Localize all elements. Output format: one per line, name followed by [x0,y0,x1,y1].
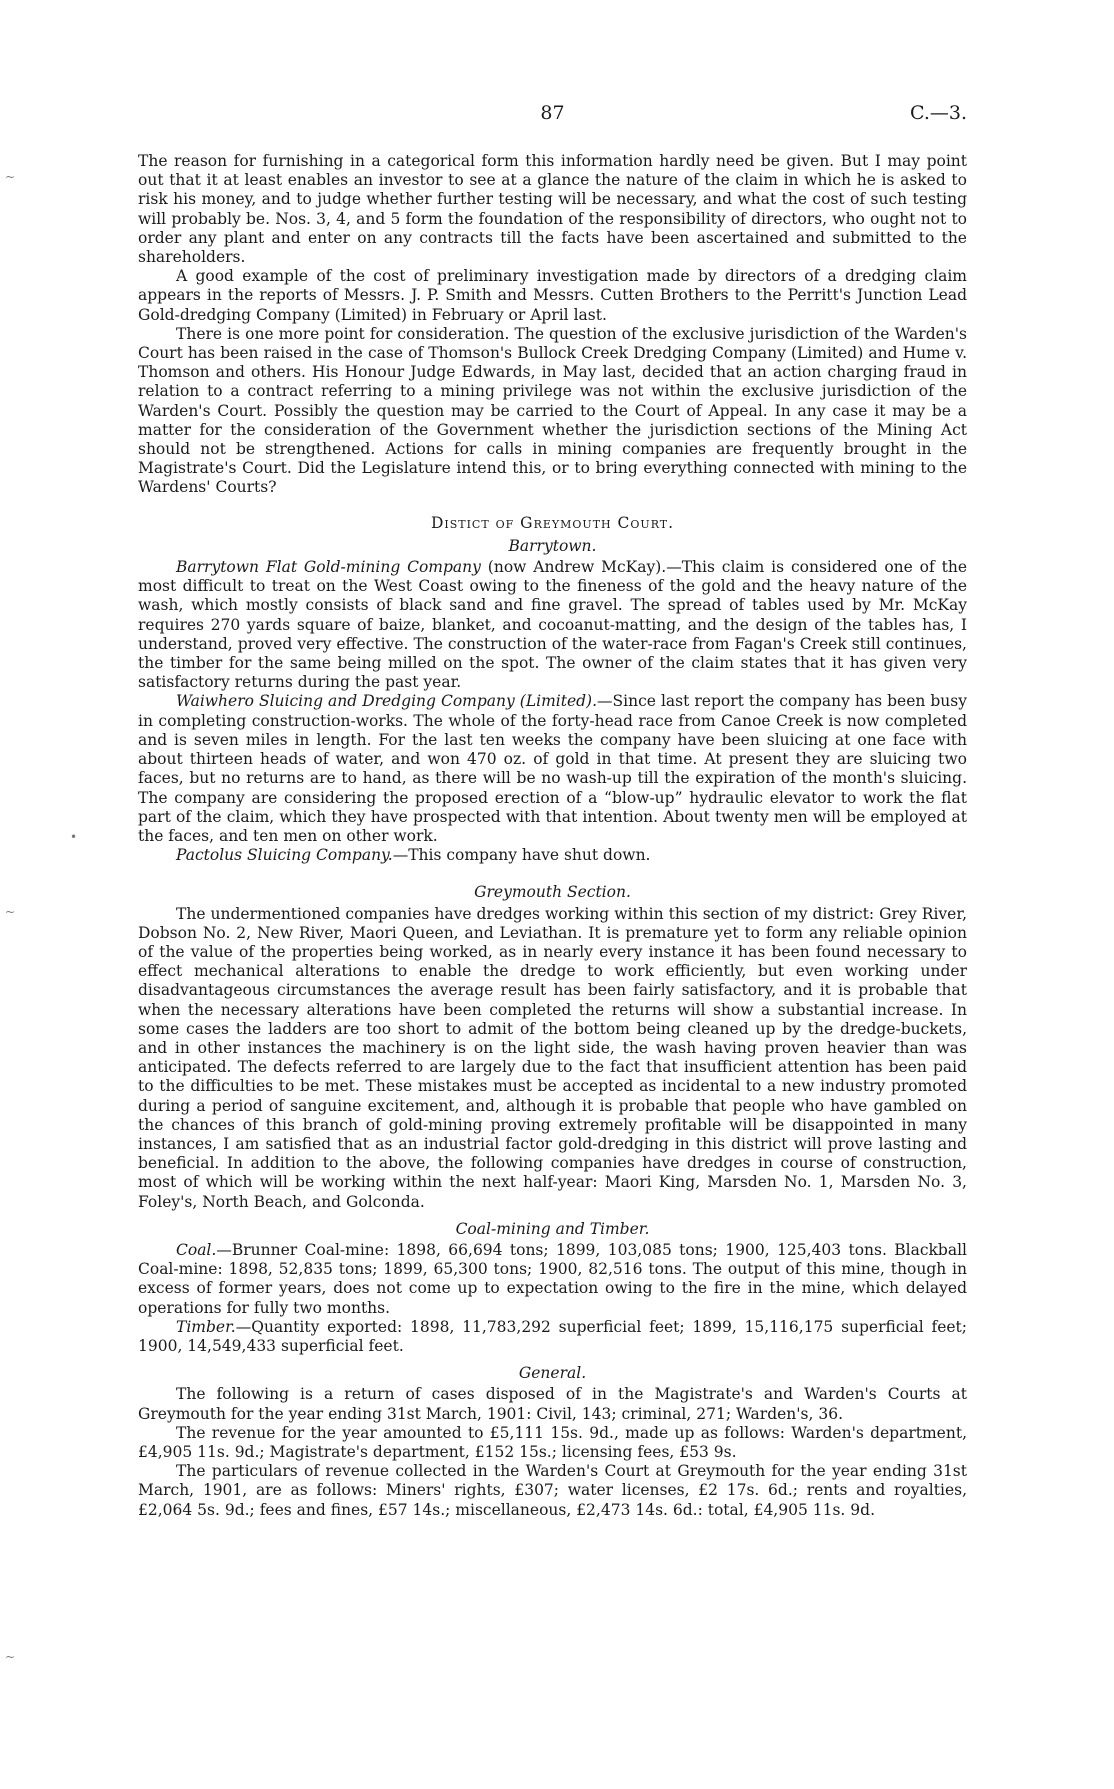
margin-bullet: • [70,830,78,844]
margin-mark: ~ [5,905,16,919]
greymouth-paragraph: The undermentioned companies have dredges working within this section of my district: Grey River, Dobson No. 2, New River, Maori Queen, and Leviathan. It is premature yet to form any reliable opinion of the value of the properties being worked, as in nearly every instance it has been found necessary to effect mechanical alterations to enable the dredge to work efficiently, but even working under disadvantageous circumstances the average result has been fairly satisfactory, and it is probable that when the necessary alterations have been completed the returns will show a substantial increase. In some cases the ladders are too short to admit of the bottom being cleaned up by the dredge-buckets, and in other instances the machinery is on the light side, the wash having proven heavier than was anticipated. The defects referred to are largely due to the fact that insufficient attention has been paid to the difficulties to be met. These mistakes must be accepted as incidental to a new industry promoted during a period of sanguine excitement, and, although it is probable that people who have gambled on the chances of this branch of gold-mining proving extremely profitable will be disappointed in many instances, I am satisfied that as an industrial factor gold-dredging in this district will prove lasting and beneficial. In addition to the above, the following companies have dredges in course of construction, most of which will be working within the next half-year: Maori King, Marsden No. 1, Marsden No. 3, Foley's, North Beach, and Golconda. [138,904,967,1211]
coal-paragraph [138,1241,967,1318]
general-heading: General. [518,1364,587,1383]
body-text [138,152,967,1520]
timber-label: Timber. [176,1317,236,1336]
barrytown-flat-paragraph [138,558,967,692]
general-paragraph: The following is a return of cases disposed of in the Magistrate's and Warden's Courts at Greymouth for the year ending 31st March, 1901: Civil, 143; criminal, 271; Warden's, 36. [138,1385,967,1423]
paragraph-text: —Brunner Coal-mine: 1898, 66,694 tons; 1899, 103,085 tons; 1900, 125,403 tons. Blackball Coal-mine: 1898, 52,835 tons; 1899, 65,300 tons; 1900, 82,516 tons. The output of this mine, though in excess of former years, does not come up to expectation owing to the fire in the mine, which delayed operations for fully two months. [138,1240,967,1317]
margin-mark: ~ [5,1650,16,1664]
barrytown-heading: Barrytown. [508,536,597,555]
general-paragraph: The particulars of revenue collected in the Warden's Court at Greymouth for the year ending 31st March, 1901, are as follows: Miners' rights, £307; water licenses, £2 17s. 6d.; rents and royalties, £2,064 5s. 9d.; fees and fines, £57 14s.; miscellaneous, £2,473 14s. 6d.: total, £4,905 11s. 9d. [138,1462,967,1519]
paragraph-text: —Quantity exported: 1898, 11,783,292 superficial feet; 1899, 15,116,175 superficial feet; 1900, 14,549,433 superficial feet. [138,1317,967,1355]
coal-timber-heading: Coal-mining and Timber. [455,1219,650,1238]
margin-mark: ~ [5,170,16,184]
intro-paragraph: There is one more point for consideration. The question of the exclusive jurisdiction of the Warden's Court has been raised in the case of Thomson's Bullock Creek Dredging Company (Limited) and Hume v. Thomson and others. His Honour Judge Edwards, in May last, decided that an action charging fraud in relation to a contract referring to a mining privilege was not within the exclusive jurisdiction of the Warden's Court. Possibly the question may be carried to the Court of Appeal. In any case it may be a matter for the consideration of the Government whether the jurisdiction sections of the Mining Act should not be strengthened. Actions for calls in mining companies are frequently brought in the Magistrate's Court. Did the Legislature intend this, or to bring everything connected with mining to the Wardens' Courts? [138,324,967,497]
intro-paragraph: A good example of the cost of preliminary investigation made by directors of a dredging claim appears in the reports of Messrs. J. P. Smith and Messrs. Cutten Brothers to the Perritt's Junction Lead Gold-dredging Company (Limited) in February or April last. [138,267,967,324]
general-paragraph: The revenue for the year amounted to £5,111 15s. 9d., made up as follows: Warden's department, £4,905 11s. 9d.; Magistrate's department, £152 15s.; licensing fees, £53 9s. [138,1423,967,1461]
district-heading: Distict of Greymouth Court. [430,513,675,532]
intro-paragraph: The reason for furnishing in a categorical form this information hardly need be given. But I may point out that it at least enables an investor to see at a glance the nature of the claim in which he is asked to risk his money, and to judge whether further testing will be necessary, and what the cost of such testing will probably be. Nos. 3, 4, and 5 form the foundation of the responsibility of directors, who ought not to order any plant and enter on any contracts till the facts have been ascertained and submitted to the shareholders. [138,152,967,267]
company-name: Pactolus Sluicing Company. [176,846,393,865]
coal-label: Coal. [176,1240,217,1259]
company-name: Barrytown Flat Gold-mining Company [176,558,481,577]
paragraph-text: —This company have shut down. [392,846,651,865]
company-name: Waiwhero Sluicing and Dredging Company (Limited). [176,692,598,711]
greymouth-section-heading: Greymouth Section. [474,883,631,902]
page-header [138,100,967,130]
document-reference: C.—3. [909,102,967,124]
waiwhero-paragraph [138,692,967,846]
pactolus-paragraph [138,846,967,865]
paragraph-text: —Since last report the company has been busy in completing construction-works. The whole of the forty-head race from Canoe Creek is now completed and is seven miles in length. For the last ten weeks the company have been sluicing at one face with about thirteen heads of water, and won 470 oz. of gold in that time. At present they are sluicing two faces, but no returns are to hand, as there will be no wash-up till the expiration of the month's sluicing. The company are considering the proposed erection of a “blow-up” hydraulic elevator to work the flat part of the claim, which they have prospected with that intention. About twenty men will be employed at the faces, and ten men on other work. [138,692,967,845]
page-number: 87 [540,102,565,124]
paragraph-text: (now Andrew McKay).—This claim is considered one of the most difficult to treat on the West Coast owing to the fineness of the gold and the heavy nature of the wash, which mostly consists of black sand and fine gravel. The spread of tables used by Mr. McKay requires 270 yards square of baize, blanket, and cocoanut-matting, and the design of the tables has, I understand, proved very effective. The construction of the water-race from Fagan's Creek still continues, the timber for the same being milled on the spot. The owner of the claim states that it has given very satisfactory returns during the past year. [138,558,967,692]
timber-paragraph [138,1318,967,1356]
